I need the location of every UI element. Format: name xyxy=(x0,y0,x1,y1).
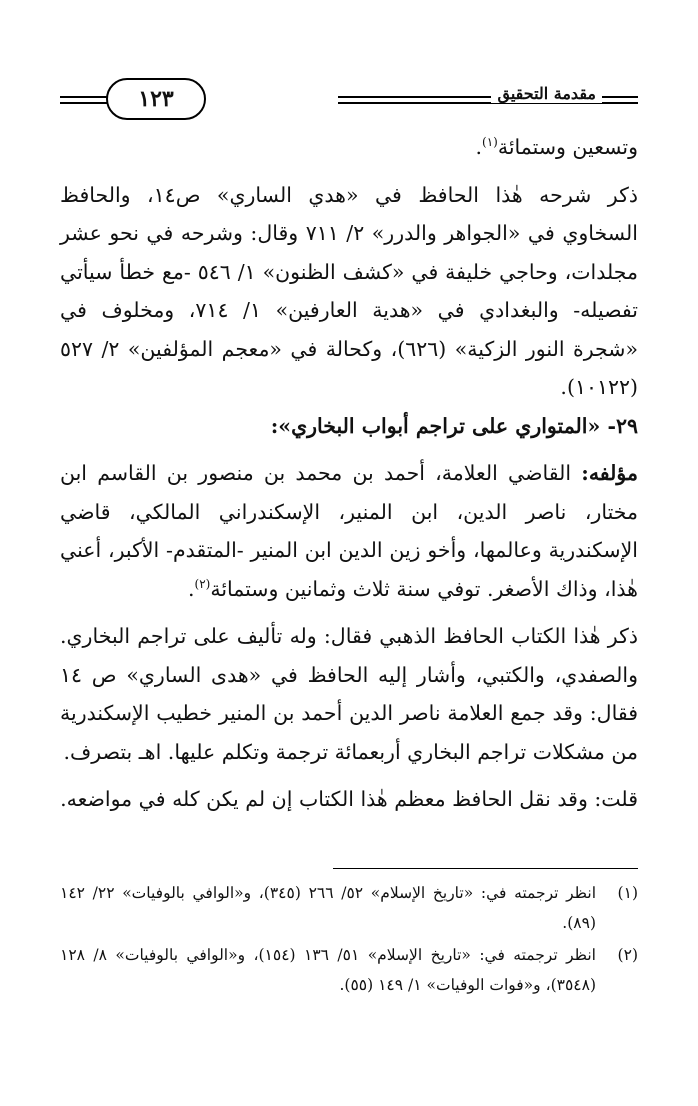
footnote-ref: (٢) xyxy=(194,576,211,591)
footnote-number: (٢) xyxy=(617,946,638,964)
footnote xyxy=(60,878,638,938)
page-number: ١٢٣ xyxy=(106,78,206,120)
footnote-separator xyxy=(333,868,638,869)
footnote-number: (١) xyxy=(617,884,638,902)
text: . xyxy=(475,135,483,159)
footnote xyxy=(60,940,638,1000)
entry-heading: ٢٩- «المتواري على تراجم أبواب البخاري»: xyxy=(270,413,638,438)
text: . xyxy=(187,576,195,601)
author-label: مؤلفه: xyxy=(581,461,638,485)
paragraph: ذكر هٰذا الكتاب الحافظ الذهبي فقال: وله تأليف على تراجم البخاري. والصفدي، والكتبي، وأشار إليه الحافظ في «هدى الساري» ص ١٤ فقال: وقد جمع العلامة ناصر الدين أحمد بن المنير خطيب الإسكندرية من مشكلات تراجم البخاري أربعمائة ترجمة وتكلم عليها. اهـ بتصرف. xyxy=(60,624,638,764)
paragraph: ذكر شرحه هٰذا الحافظ في «هدي الساري» ص١٤، والحافظ السخاوي في «الجواهر والدرر» ٢/ ٧١١ وقال: وشرحه في نحو عشر مجلدات، وحاجي خليفة في «كشف الظنون» ١/ ٥٤٦ -مع خطأ سيأتي تفصيله- والبغدادي في «هدية العارفين» ١/ ٧١٤، ومخلوف في «شجرة النور الزكية» (٦٢٦)، وكحالة في «معجم المؤلفين» ٢/ ٥٢٧ (١٠١٢٢). xyxy=(60,182,638,399)
page-header xyxy=(60,72,638,124)
paragraph xyxy=(60,454,638,608)
paragraph: قلت: وقد نقل الحافظ معظم هٰذا الكتاب إن لم يكن كله في مواضعه. xyxy=(60,787,638,811)
text: القاضي العلامة، أحمد بن محمد بن منصور بن القاسم ابن مختار، ناصر الدين، ابن المنير، الإسكندراني المالكي، قاضي الإسكندرية وعالمها، وأخو زين الدين ابن المنير -المتقدم- الأكبر، أعني هٰذا، وذاك الأصغر. توفي سنة ثلاث وثمانين وستمائة xyxy=(60,461,638,601)
footnote-ref: (١) xyxy=(482,135,498,150)
paragraph xyxy=(60,128,638,167)
footnote-text: انظر ترجمته في: «تاريخ الإسلام» ٥١/ ١٣٦ (١٥٤)، و«الوافي بالوفيات» ٨/ ١٢٨ (٣٥٤٨)، و«فوات الوفيات» ١/ ١٤٩ (٥٥). xyxy=(60,946,596,994)
footnote-text: انظر ترجمته في: «تاريخ الإسلام» ٥٢/ ٢٦٦ (٣٤٥)، و«الوافي بالوفيات» ٢٢/ ١٤٢ (٨٩). xyxy=(60,884,597,932)
footnotes xyxy=(60,878,638,1002)
running-title: مقدمة التحقيق xyxy=(491,84,602,103)
main-text xyxy=(60,128,638,819)
text: وتسعين وستمائة xyxy=(497,135,638,159)
